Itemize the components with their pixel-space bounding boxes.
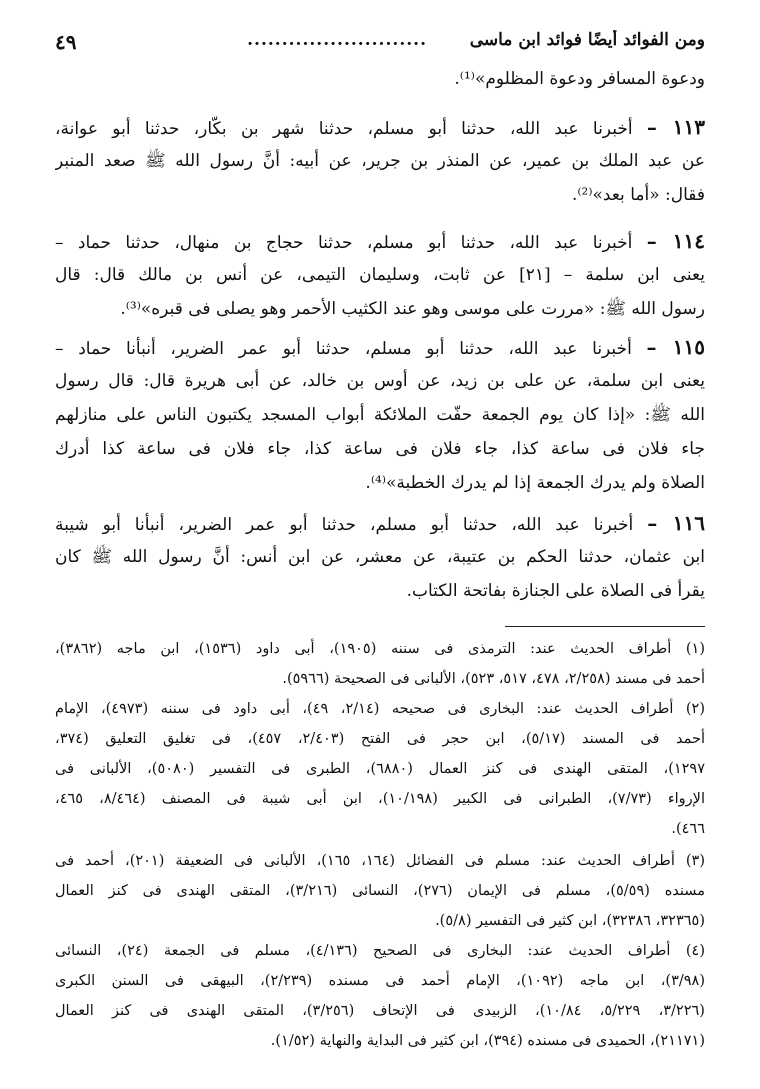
hadith-number: ١١٦ – [647, 511, 705, 535]
footnote-line: أحمد فى مسند (٢/٢٥٨، ٤٧٨، ٥١٧، ٥٢٣)، الألبانى فى الصحيحة (٥٩٦٦). [282, 671, 705, 687]
text-line: ودعوة المسافر ودعوة المظلوم»⁽¹⁾. [454, 69, 705, 89]
footnote-line: ٤٦٦). [671, 821, 705, 837]
hadith-number: ١١٥ – [646, 335, 705, 359]
footnote-line: (٣/٢٢٦، ٥/٢٢٩، ١٠/٨٤)، الزبيدى فى الإتحاف (٣/٢٥٦)، المتقى الهندى فى كنز العمال [55, 1003, 705, 1019]
footnote-line: (٤) أطراف الحديث عند: البخارى فى الصحيح (٤/١٣٦)، مسلم فى الجمعة (٢٤)، النسائى [55, 943, 705, 959]
running-title: ومن الفوائد أيضًا فوائد ابن ماسى [469, 30, 705, 50]
text-line: جاء فلان فى ساعة كذا، جاء فلان فى ساعة كذا، جاء فلان فى ساعة كذا أدرك [55, 439, 705, 459]
footnote-line: مسنده (٥/٥٩)، مسلم فى الإيمان (٢٧٦)، النسائى (٣/٢١٦)، المتقى الهندى فى كنز العمال [55, 883, 705, 899]
footnote-line: (٢) أطراف الحديث عند: البخارى فى صحيحه (٢/١٤، ٤٩)، أبى داود فى سننه (٤٩٧٣)، الإمام [55, 701, 705, 717]
footnote-line: ١٢٩٧)، المتقى الهندى فى كنز العمال (٦٨٨٠)، الطبرى فى التفسير (٥٠٨٠)، الألبانى فى [55, 761, 705, 777]
footnote-line: (١) أطراف الحديث عند: الترمذى فى سننه (١٩٠٥)، أبى داود (١٥٣٦)، ابن ماجه (٣٨٦٢)، [55, 641, 705, 657]
footnote-1 [55, 634, 705, 694]
footnote-4 [55, 936, 705, 1056]
footnote-line: الإرواء (٧/٧٣)، الطبرانى فى الكبير (١٠/١٩٨)، ابن أبى شيبة فى المصنف (٨/٤٦٤، ٤٦٥، [55, 791, 705, 807]
text-line: ابن عثمان، حدثنا الحكم بن عتيبة، عن معشر، عن ابن أنس: أنَّ رسول الله ﷺ كان [55, 547, 705, 567]
text-line: أخبرنا عبد الله، حدثنا أبو مسلم، حدثنا أبو عمر الضرير، أنبأنا حماد – [55, 339, 632, 359]
footnote-line: (٢١١٧١)، الحميدى فى مسنده (٣٩٤)، ابن كثير فى البداية والنهاية (١/٥٢). [270, 1033, 705, 1049]
footnote-3 [55, 846, 705, 936]
footnote-line: أحمد فى المسند (٥/١٧)، ابن حجر فى الفتح (٢/٤٠٣، ٤٥٧)، فى تغليق التعليق (٣٧٤، [55, 731, 705, 747]
paragraph-continuation [55, 62, 705, 96]
text-line: يقرأ فى الصلاة على الجنازة بفاتحة الكتاب. [406, 581, 705, 601]
footnote-separator [505, 626, 705, 627]
page-number: ٤٩ [55, 30, 77, 54]
footnote-line: (٣٢٣٦٥، ٣٢٣٨٦)، ابن كثير فى التفسير (٥/٨). [435, 913, 705, 929]
leader-dots: .......................... [247, 30, 427, 50]
hadith-116 [55, 506, 705, 608]
text-line: يعنى ابن سلمة، عن على بن زيد، عن أوس بن خالد، عن أبى هريرة قال: قال رسول [55, 371, 705, 391]
footnote-line: (٣/٩٨)، ابن ماجه (١٠٩٢)، الإمام أحمد فى مسنده (٢/٢٣٩)، البيهقى فى السنن الكبرى [55, 973, 705, 989]
hadith-114 [55, 224, 705, 326]
running-header [55, 30, 705, 60]
text-line: عن عبد الملك بن عمير، عن المنذر بن جرير، عن أبيه: أنَّ رسول الله ﷺ صعد المنبر [55, 151, 705, 171]
text-line: أخبرنا عبد الله، حدثنا أبو مسلم، حدثنا شهر بن بكّار، حدثنا أبو عوانة، [55, 119, 633, 139]
text-line: يعنى ابن سلمة – [٢١] عن ثابت، وسليمان التيمى، عن أنس بن مالك قال: قال [55, 265, 705, 285]
hadith-number: ١١٣ – [646, 115, 705, 139]
text-line: أخبرنا عبد الله، حدثنا أبو مسلم، حدثنا حجاج بن منهال، حدثنا حماد – [55, 233, 633, 253]
text-line: رسول الله ﷺ: «مررت على موسى وهو عند الكثيب الأحمر وهو يصلى فى قبره»⁽³⁾. [120, 299, 705, 319]
footnote-line: (٣) أطراف الحديث عند: مسلم فى الفضائل (١٦٤، ١٦٥)، الألبانى فى الضعيفة (٢٠١)، أحمد فى [55, 853, 705, 869]
text-line: الله ﷺ: «إذا كان يوم الجمعة حفّت الملائكة أبواب المسجد يكتبون الناس على منازلهم [55, 405, 705, 425]
text-line: فقال: «أما بعد»⁽²⁾. [571, 185, 705, 205]
hadith-115 [55, 330, 705, 500]
hadith-number: ١١٤ – [646, 229, 705, 253]
text-line: الصلاة ولم يدرك الجمعة إذا لم يدرك الخطبة»⁽⁴⁾. [365, 473, 705, 493]
hadith-113 [55, 110, 705, 212]
footnote-2 [55, 694, 705, 844]
text-line: أخبرنا عبد الله، حدثنا أبو مسلم، حدثنا أبو عمر الضرير، أنبأنا أبو شيبة [55, 515, 634, 535]
